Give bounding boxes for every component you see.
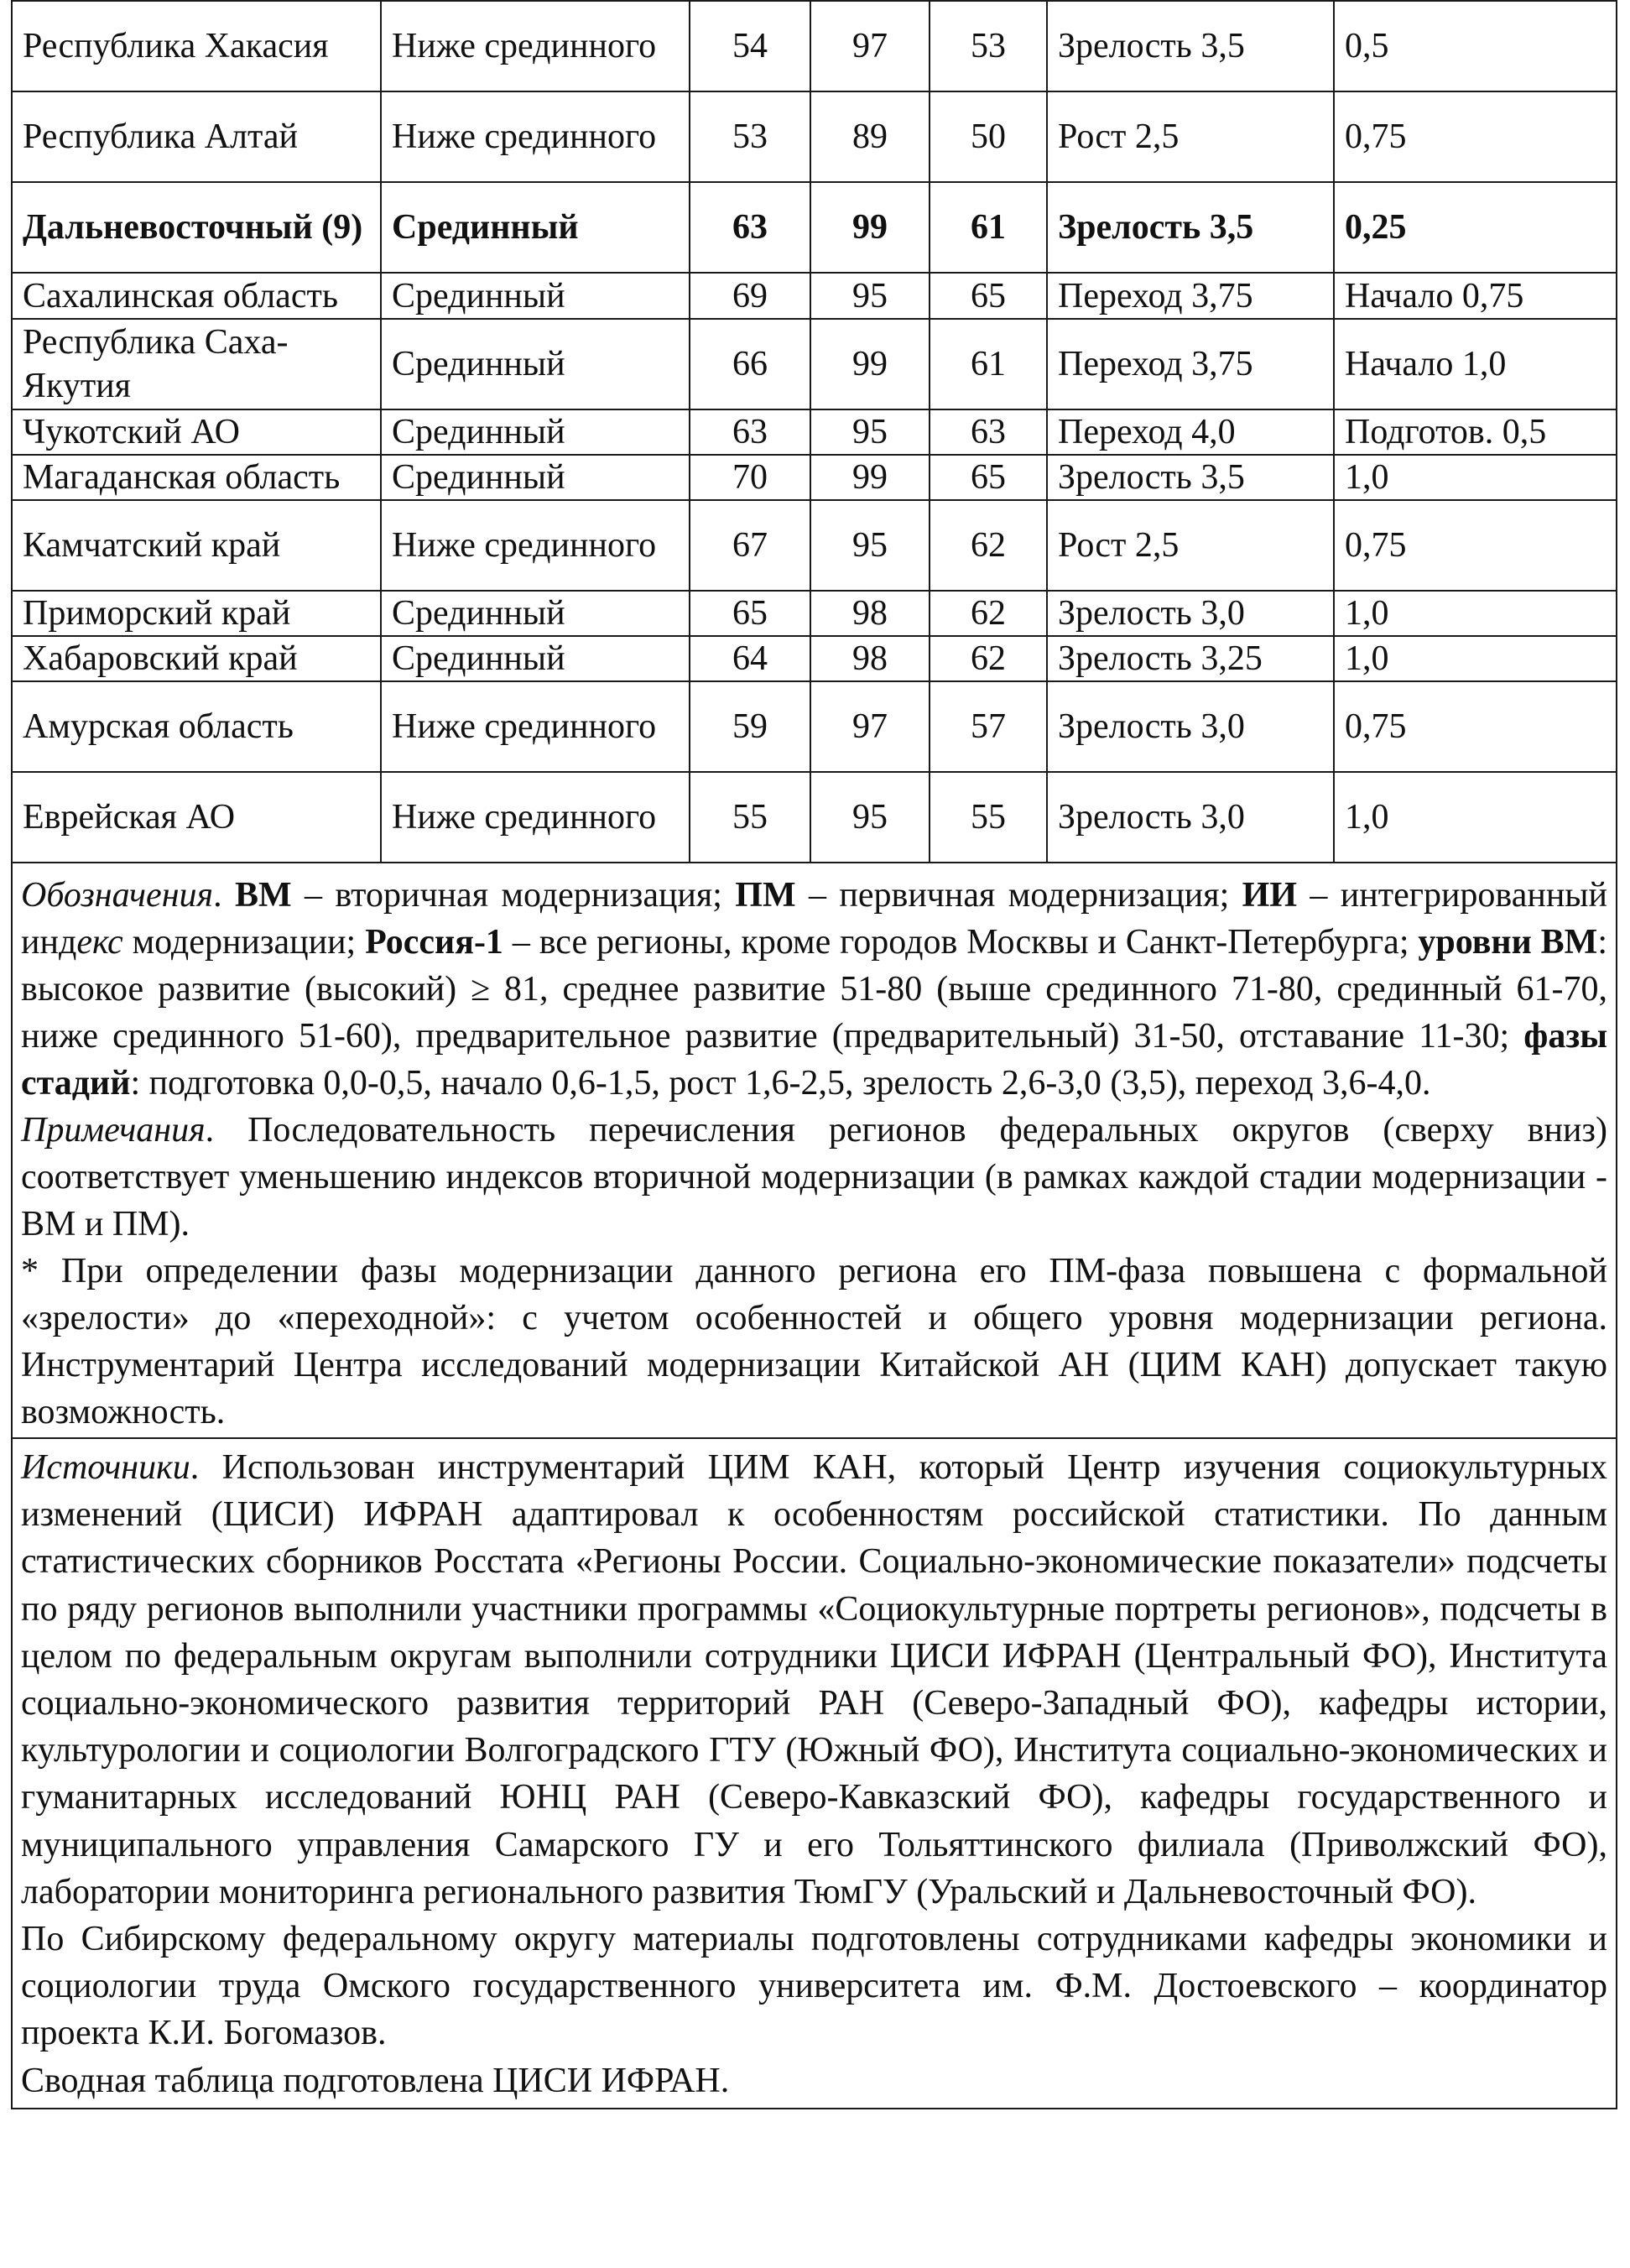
ii-definition-a: – интегрированный инд	[21, 876, 1607, 962]
pm-phase: Зрелость 3,0	[1047, 772, 1334, 863]
vm-index: 69	[690, 273, 810, 319]
ii-index: 61	[930, 182, 1047, 273]
region-name: Дальневосточный (9)	[12, 182, 381, 273]
ii-index: 62	[930, 591, 1047, 636]
russia-definition: – все регионы, кроме городов Москвы и Санкт-Петербурга;	[512, 923, 1409, 962]
pm-phase: Переход 3,75	[1047, 319, 1334, 409]
pm-index: 95	[810, 409, 930, 455]
ii-index: 55	[930, 772, 1047, 863]
pm-index: 95	[810, 772, 930, 863]
pm-index: 98	[810, 591, 930, 636]
pm-index: 95	[810, 273, 930, 319]
region-name: Амурская область	[12, 681, 381, 772]
levels-label: уровни ВМ	[1418, 923, 1598, 962]
vm-index: 67	[690, 500, 810, 591]
pm-index: 99	[810, 455, 930, 500]
ii-index: 65	[930, 455, 1047, 500]
region-name: Республика Саха-Якутия	[12, 319, 381, 409]
pm-phase: Рост 2,5	[1047, 500, 1334, 591]
vm-index: 70	[690, 455, 810, 500]
ii-abbr: ИИ	[1242, 876, 1297, 915]
sources-paragraph	[21, 1444, 1607, 1916]
vm-phase: 1,0	[1334, 455, 1617, 500]
pm-abbr: ПМ	[735, 876, 796, 915]
ii-index: 63	[930, 409, 1047, 455]
summary-paragraph: Сводная таблица подготовлена ЦИСИ ИФРАН.	[21, 2061, 730, 2100]
pm-phase: Зрелость 3,5	[1047, 182, 1334, 273]
pm-phase: Зрелость 3,25	[1047, 636, 1334, 681]
sources-text: . Использован инструментарий ЦИМ КАН, который Центр изучения социокультурных изменений (ЦИСИ) ИФРАН адаптировал к особенностям российской статистики. По данным статистических сборников Росстата «Регионы России. Социально-экономические показатели» подсчеты по ряду регионов выполнили участники программы «Социокультурные портреты регионов», подсчеты в целом по федеральным округам выполнили сотрудники ЦИСИ ИФРАН (Центральный ФО), Института социально-экономического развития территорий РАН (Северо-Западный ФО), кафедры истории, культурологии и социологии Волгоградского ГТУ (Южный ФО), Института социально-экономических и гуманитарных исследований ЮНЦ РАН (Северо-Кавказский ФО), кафедры государственного и муниципального управления Самарского ГУ и его Тольяттинского филиала (Приволжский ФО), лаборатории мониторинга регионального развития ТюмГУ (Уральский и Дальневосточный ФО).	[21, 1448, 1607, 1911]
vm-level: Срединный	[381, 591, 690, 636]
vm-phase: 0,75	[1334, 681, 1617, 772]
phases-definition: : подготовка 0,0-0,5, начало 0,6-1,5, рост 1,6-2,5, зрелость 2,6-3,0 (3,5), переход 3,6-4,0.	[130, 1064, 1431, 1103]
footnote-paragraph: * При определении фазы модернизации данного региона его ПМ-фаза повышена с формальной «зрелости» до «переходной»: с учетом особенностей и общего уровня модернизации региона. Инструментарий Центра исследований модернизации Китайской АН (ЦИМ КАН) допускает такую возможность.	[21, 1252, 1607, 1431]
vm-phase: 0,25	[1334, 182, 1617, 273]
vm-level: Ниже срединного	[381, 1, 690, 91]
pm-index: 98	[810, 636, 930, 681]
region-name: Сахалинская область	[12, 273, 381, 319]
pm-index: 99	[810, 182, 930, 273]
pm-phase: Зрелость 3,5	[1047, 1, 1334, 91]
vm-index: 54	[690, 1, 810, 91]
ii-index: 53	[930, 1, 1047, 91]
ii-index: 57	[930, 681, 1047, 772]
vm-phase: 1,0	[1334, 636, 1617, 681]
vm-abbr: ВМ	[234, 876, 292, 915]
regions-table	[11, 0, 1617, 2109]
table-row	[12, 319, 1617, 409]
vm-phase: Начало 0,75	[1334, 273, 1617, 319]
ii-index: 65	[930, 273, 1047, 319]
pm-index: 95	[810, 500, 930, 591]
region-name: Чукотский АО	[12, 409, 381, 455]
remarks-label: Примечания	[21, 1111, 206, 1150]
vm-phase: Начало 1,0	[1334, 319, 1617, 409]
pm-index: 97	[810, 681, 930, 772]
sources-label: Источники	[21, 1448, 190, 1487]
phases-label: фазы стадий	[21, 1017, 1608, 1103]
ii-index: 50	[930, 91, 1047, 182]
ii-index: 62	[930, 500, 1047, 591]
vm-index: 65	[690, 591, 810, 636]
pm-index: 97	[810, 1, 930, 91]
vm-level: Срединный	[381, 319, 690, 409]
region-name: Еврейская АО	[12, 772, 381, 863]
ii-definition-b: модернизации;	[132, 923, 357, 962]
designations-label: Обозначения	[21, 876, 214, 915]
ii-definition-italic: екс	[76, 923, 123, 962]
table-row	[12, 591, 1617, 636]
vm-index: 64	[690, 636, 810, 681]
region-name: Республика Хакасия	[12, 1, 381, 91]
remarks-text: . Последовательность перечисления регионов федеральных округов (сверху вниз) соответствует уменьшению индексов вторичной модернизации (в рамках каждой стадии модернизации - ВМ и ПМ).	[21, 1111, 1607, 1243]
vm-level: Срединный	[381, 273, 690, 319]
vm-phase: 0,75	[1334, 500, 1617, 591]
table-row	[12, 500, 1617, 591]
pm-index: 89	[810, 91, 930, 182]
vm-index: 53	[690, 91, 810, 182]
notes-cell	[12, 863, 1617, 1438]
table-row	[12, 772, 1617, 863]
vm-phase: 0,75	[1334, 91, 1617, 182]
pm-phase: Зрелость 3,0	[1047, 681, 1334, 772]
vm-level: Ниже срединного	[381, 681, 690, 772]
ii-index: 62	[930, 636, 1047, 681]
designations-paragraph: Обозначения. ВМ – вторичная модернизация; ПМ – первичная модернизация; ИИ – интегрированный индекс модернизации; Россия-1 – все регионы, кроме городов Москвы и Санкт-Петербурга; уровни ВМ: высокое развитие (высокий) ≥ 81, среднее развитие 51-80 (выше срединного 71-80, срединный 61-70, ниже срединного 51-60), предварительное развитие (предварительный) 31-50, отставание 11-30; фазы стадий: подготовка 0,0-0,5, начало 0,6-1,5, рост 1,6-2,5, зрелость 2,6-3,0 (3,5), переход 3,6-4,0.	[21, 876, 1608, 1103]
pm-definition: – первичная модернизация;	[809, 876, 1230, 915]
table-row	[12, 91, 1617, 182]
vm-definition: – вторичная модернизация;	[305, 876, 722, 915]
table-row	[12, 273, 1617, 319]
vm-phase: 1,0	[1334, 591, 1617, 636]
remarks-paragraph	[21, 1107, 1607, 1248]
siberia-paragraph: По Сибирскому федеральному округу материалы подготовлены сотрудниками кафедры экономики и социологии труда Омского государственного университета им. Ф.М. Достоевского – координатор проекта К.И. Богомазов.	[21, 1920, 1607, 2053]
vm-level: Срединный	[381, 182, 690, 273]
sources-cell	[12, 1438, 1617, 2109]
vm-index: 66	[690, 319, 810, 409]
vm-level: Срединный	[381, 636, 690, 681]
levels-definition: : высокое развитие (высокий) ≥ 81, среднее развитие 51-80 (выше срединного 71-80, срединный 61-70, ниже срединного 51-60), предварительное развитие (предварительный) 31-50, отставание 11-30;	[21, 923, 1607, 1056]
region-name: Приморский край	[12, 591, 381, 636]
vm-phase: Подготов. 0,5	[1334, 409, 1617, 455]
table-row	[12, 636, 1617, 681]
sources-row	[12, 1438, 1617, 2109]
pm-phase: Переход 3,75	[1047, 273, 1334, 319]
pm-phase: Зрелость 3,5	[1047, 455, 1334, 500]
vm-level: Ниже срединного	[381, 500, 690, 591]
table-row	[12, 1, 1617, 91]
pm-phase: Рост 2,5	[1047, 91, 1334, 182]
vm-index: 55	[690, 772, 810, 863]
table-row	[12, 455, 1617, 500]
region-name: Магаданская область	[12, 455, 381, 500]
pm-index: 99	[810, 319, 930, 409]
region-name: Республика Алтай	[12, 91, 381, 182]
region-name: Камчатский край	[12, 500, 381, 591]
table-row	[12, 409, 1617, 455]
vm-phase: 0,5	[1334, 1, 1617, 91]
pm-phase: Переход 4,0	[1047, 409, 1334, 455]
vm-level: Срединный	[381, 455, 690, 500]
notes-row	[12, 863, 1617, 1438]
pm-phase: Зрелость 3,0	[1047, 591, 1334, 636]
ii-index: 61	[930, 319, 1047, 409]
vm-level: Ниже срединного	[381, 91, 690, 182]
vm-level: Срединный	[381, 409, 690, 455]
table-row	[12, 681, 1617, 772]
vm-index: 59	[690, 681, 810, 772]
table-row-district-total	[12, 182, 1617, 273]
vm-index: 63	[690, 409, 810, 455]
vm-level: Ниже срединного	[381, 772, 690, 863]
region-name: Хабаровский край	[12, 636, 381, 681]
russia-abbr: Россия-1	[365, 923, 503, 962]
vm-phase: 1,0	[1334, 772, 1617, 863]
vm-index: 63	[690, 182, 810, 273]
